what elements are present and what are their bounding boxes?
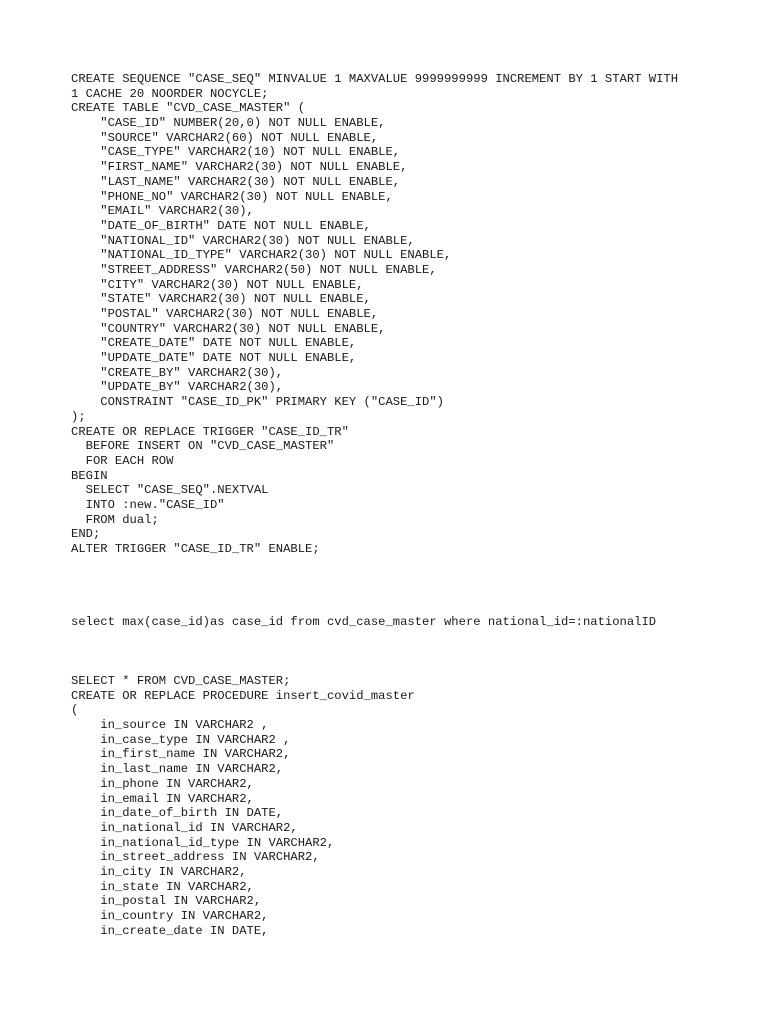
code-line: BEFORE INSERT ON "CVD_CASE_MASTER" <box>71 439 335 454</box>
code-line: INTO :new."CASE_ID" <box>71 497 225 512</box>
code-line: FROM dual; <box>71 512 159 527</box>
code-line: ALTER TRIGGER "CASE_ID_TR" ENABLE; <box>71 542 320 556</box>
code-line: "CASE_ID" NUMBER(20,0) NOT NULL ENABLE, <box>71 116 386 131</box>
code-line: "NATIONAL_ID_TYPE" VARCHAR2(30) NOT NULL ENABLE, <box>71 248 452 263</box>
code-line: "PHONE_NO" VARCHAR2(30) NOT NULL ENABLE, <box>71 189 393 204</box>
code-line: "NATIONAL_ID" VARCHAR2(30) NOT NULL ENABLE, <box>71 233 415 248</box>
code-line: "UPDATE_DATE" DATE NOT NULL ENABLE, <box>71 351 357 366</box>
code-line: CREATE SEQUENCE "CASE_SEQ" MINVALUE 1 MAXVALUE 9999999999 INCREMENT BY 1 START WITH <box>71 72 679 86</box>
code-line: "CREATE_BY" VARCHAR2(30), <box>71 365 284 380</box>
code-line: CONSTRAINT "CASE_ID_PK" PRIMARY KEY ("CASE_ID") <box>71 395 444 410</box>
code-line: "DATE_OF_BIRTH" DATE NOT NULL ENABLE, <box>71 218 371 233</box>
code-line: in_last_name IN VARCHAR2, <box>71 762 284 777</box>
code-line: CREATE TABLE "CVD_CASE_MASTER" ( <box>71 101 306 116</box>
code-line: CREATE OR REPLACE TRIGGER "CASE_ID_TR" <box>71 424 349 439</box>
code-line: "POSTAL" VARCHAR2(30) NOT NULL ENABLE, <box>71 307 379 321</box>
code-line: "CASE_TYPE" VARCHAR2(10) NOT NULL ENABLE, <box>71 145 401 160</box>
code-line: in_city IN VARCHAR2, <box>71 864 247 879</box>
code-line: "CREATE_DATE" DATE NOT NULL ENABLE, <box>71 336 357 351</box>
code-line: "EMAIL" VARCHAR2(30), <box>71 204 254 219</box>
code-line: ( <box>71 703 79 718</box>
sql-schema-code-block <box>71 72 678 557</box>
code-line: in_phone IN VARCHAR2, <box>71 776 254 791</box>
sql-query-code-block <box>71 615 656 630</box>
code-line: in_case_type IN VARCHAR2 , <box>71 732 291 747</box>
code-line: in_first_name IN VARCHAR2, <box>71 747 291 762</box>
code-line: "SOURCE" VARCHAR2(60) NOT NULL ENABLE, <box>71 130 379 145</box>
sql-procedure-code-block <box>71 674 415 938</box>
code-line: FOR EACH ROW <box>71 453 174 468</box>
code-line: "CITY" VARCHAR2(30) NOT NULL ENABLE, <box>71 277 364 292</box>
code-line: "LAST_NAME" VARCHAR2(30) NOT NULL ENABLE, <box>71 174 401 189</box>
code-line: in_national_id IN VARCHAR2, <box>71 820 298 835</box>
code-line: in_date_of_birth IN DATE, <box>71 806 284 821</box>
code-line: SELECT "CASE_SEQ".NEXTVAL <box>71 483 269 498</box>
code-line: CREATE OR REPLACE PROCEDURE insert_covid_master <box>71 688 415 703</box>
code-line: ); <box>71 409 86 424</box>
code-line: in_country IN VARCHAR2, <box>71 909 269 923</box>
code-line: "UPDATE_BY" VARCHAR2(30), <box>71 380 284 395</box>
code-line: in_street_address IN VARCHAR2, <box>71 850 320 865</box>
code-line: "STREET_ADDRESS" VARCHAR2(50) NOT NULL ENABLE, <box>71 262 437 277</box>
code-line: in_postal IN VARCHAR2, <box>71 894 262 909</box>
code-line: in_national_id_type IN VARCHAR2, <box>71 835 335 850</box>
code-line: "STATE" VARCHAR2(30) NOT NULL ENABLE, <box>71 292 371 307</box>
code-line: BEGIN <box>71 468 108 483</box>
code-line: SELECT * FROM CVD_CASE_MASTER; <box>71 674 291 688</box>
code-line: in_create_date IN DATE, <box>71 923 269 938</box>
code-line: select max(case_id)as case_id from cvd_case_master where national_id=:nationalID <box>71 615 657 629</box>
code-line: "COUNTRY" VARCHAR2(30) NOT NULL ENABLE, <box>71 321 386 336</box>
code-line: END; <box>71 527 101 542</box>
code-line: 1 CACHE 20 NOORDER NOCYCLE; <box>71 86 269 101</box>
code-line: "FIRST_NAME" VARCHAR2(30) NOT NULL ENABLE, <box>71 160 408 175</box>
code-line: in_email IN VARCHAR2, <box>71 791 254 806</box>
code-line: in_state IN VARCHAR2, <box>71 879 254 894</box>
code-line: in_source IN VARCHAR2 , <box>71 718 269 733</box>
